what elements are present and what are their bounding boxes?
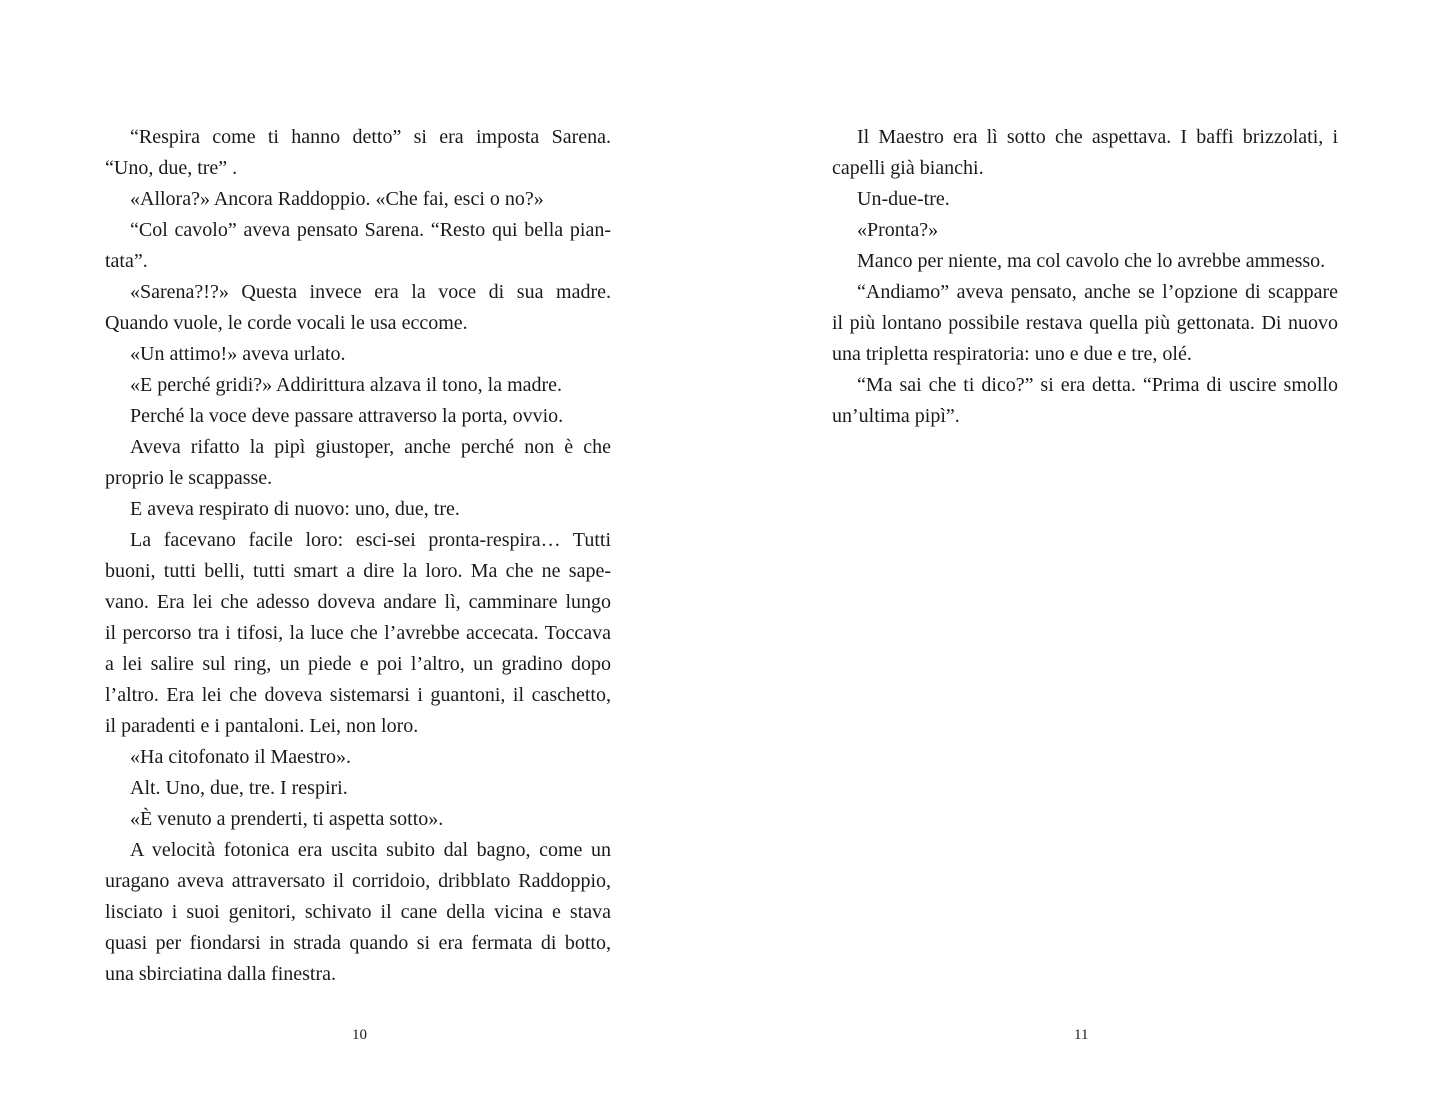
text-line: “Respira come ti hanno detto” si era imposta Sarena. [130,126,611,148]
text-line: l’altro. Era lei che doveva sistemarsi i guantoni, il caschetto, [105,684,611,706]
text-line: «E perché gridi?» Addirittura alzava il tono, la madre. [130,374,563,396]
text-line: una tripletta respiratoria: uno e due e tre, olé. [832,343,1192,365]
text-line: A velocità fotonica era uscita subito dal bagno, come un [130,839,611,861]
text-line: il più lontano possibile restava quella più gettonata. Di nuovo [832,312,1338,334]
text-line: Aveva rifatto la pipì giustoper, anche perché non è che [130,436,611,458]
right-page-body [832,122,1338,432]
text-line: “Uno, due, tre” . [105,157,238,179]
text-line: lisciato i suoi genitori, schivato il cane della vicina e stava [105,901,611,923]
text-line: un’ultima pipì”. [832,405,960,427]
text-line: “Andiamo” aveva pensato, anche se l’opzione di scappare [857,281,1338,303]
text-line: quasi per fiondarsi in strada quando si era fermata di botto, [105,932,611,954]
text-line: “Col cavolo” aveva pensato Sarena. “Resto qui bella pian- [130,219,611,241]
text-line: buoni, tutti belli, tutti smart a dire la loro. Ma che ne sape- [105,560,611,582]
text-line: capelli già bianchi. [832,157,984,179]
text-line: «Un attimo!» aveva urlato. [130,343,346,365]
text-line: tata”. [105,250,148,272]
text-line: vano. Era lei che adesso doveva andare lì, camminare lungo [105,591,611,613]
text-line: «Pronta?» [857,219,939,241]
text-line: E aveva respirato di nuovo: uno, due, tre. [130,498,460,520]
text-line: Alt. Uno, due, tre. I respiri. [130,777,348,799]
text-line: Il Maestro era lì sotto che aspettava. I baffi brizzolati, i [857,126,1338,148]
text-line: uragano aveva attraversato il corridoio, dribblato Raddoppio, [105,870,611,892]
right-page-number: 11 [1074,1027,1089,1043]
text-line: a lei salire sul ring, un piede e poi l’altro, un gradino dopo [105,653,611,675]
left-page-number: 10 [352,1027,367,1043]
text-line: Un-due-tre. [857,188,950,210]
text-line: Manco per niente, ma col cavolo che lo avrebbe ammesso. [857,250,1326,272]
text-line: «Ha citofonato il Maestro». [130,746,352,768]
text-line: il paradenti e i pantaloni. Lei, non loro. [105,715,419,737]
text-line: «Sarena?!?» Questa invece era la voce di sua madre. [130,281,611,303]
text-line: «È venuto a prenderti, ti aspetta sotto». [130,808,444,830]
text-line: «Allora?» Ancora Raddoppio. «Che fai, esci o no?» [130,188,544,210]
text-line: “Ma sai che ti dico?” si era detta. “Prima di uscire smollo [857,374,1338,396]
text-line: Quando vuole, le corde vocali le usa eccome. [105,312,468,334]
text-line: Perché la voce deve passare attraverso la porta, ovvio. [130,405,564,427]
text-line: La facevano facile loro: esci-sei pronta-respira… Tutti [130,529,611,551]
text-line: proprio le scappasse. [105,467,273,489]
text-line: il percorso tra i tifosi, la luce che l’avrebbe accecata. Toccava [105,622,611,644]
text-line: una sbirciatina dalla finestra. [105,963,337,985]
left-page-body [105,122,611,990]
